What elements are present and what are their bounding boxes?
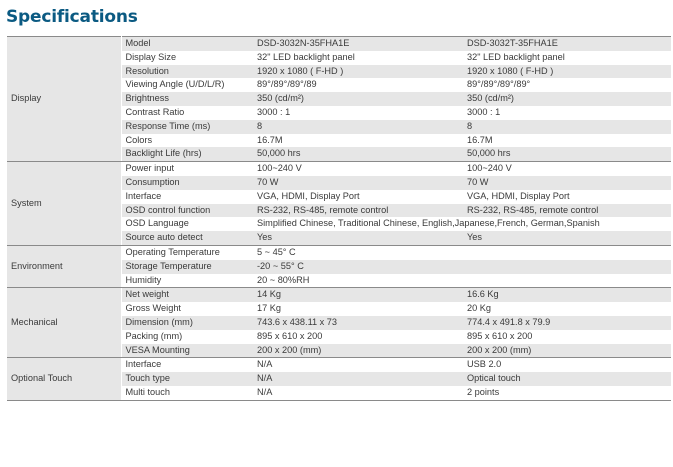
spec-value-model-n: 17 Kg <box>257 303 282 314</box>
spec-value-model-t: 895 x 610 x 200 <box>467 330 533 341</box>
spec-value-model-t: Optical touch <box>463 372 671 386</box>
spec-label: OSD Language <box>125 218 189 229</box>
spec-label: Packing (mm) <box>125 330 183 341</box>
spec-label: VESA Mounting <box>121 344 253 358</box>
spec-value-model-n: 32" LED backlight panel <box>257 51 355 62</box>
spec-label: Net weight <box>121 288 253 302</box>
spec-value-model-t: 100~240 V <box>463 162 671 176</box>
spec-value-model-n: 16.7M <box>257 134 283 145</box>
spec-value-model-n: 50,000 hrs <box>253 147 463 161</box>
spec-label: Resolution <box>121 65 253 79</box>
spec-value-shared: Simplified Chinese, Traditional Chinese, English,Japanese,French, German,Spanish <box>257 218 600 229</box>
spec-value-model-t: VGA, HDMI, Display Port <box>467 190 570 201</box>
spec-label: Response Time (ms) <box>121 120 253 134</box>
spec-value-model-t: Yes <box>463 231 671 245</box>
section-label: Mechanical <box>7 288 121 358</box>
page-title: Specifications <box>6 7 138 27</box>
spec-value-model-n: 70 W <box>253 176 463 190</box>
spec-label: Brightness <box>121 92 253 106</box>
spec-value-model-n: DSD-3032N-35FHA1E <box>253 37 463 51</box>
spec-value-model-n: 100~240 V <box>253 162 463 176</box>
spec-value-model-n: N/A <box>253 372 463 386</box>
spec-value-model-t: 200 x 200 (mm) <box>463 344 671 358</box>
specifications-table-body <box>7 37 671 401</box>
spec-label: Consumption <box>121 176 253 190</box>
spec-value-model-t: DSD-3032T-35FHA1E <box>463 37 671 51</box>
table-row <box>7 37 671 51</box>
table-row <box>7 245 671 259</box>
spec-value-model-n: 14 Kg <box>253 288 463 302</box>
spec-value-model-t: 3000 : 1 <box>467 106 501 117</box>
specifications-table <box>7 36 671 401</box>
spec-value-model-n: 743.6 x 438.11 x 73 <box>253 316 463 330</box>
spec-value-model-t: 1920 x 1080 ( F-HD ) <box>463 65 671 79</box>
spec-label: Interface <box>121 358 253 372</box>
section-label: Optional Touch <box>7 358 121 400</box>
spec-label: Touch type <box>121 372 253 386</box>
spec-value-model-n: Yes <box>253 231 463 245</box>
spec-value-model-t: 89°/89°/89°/89° <box>467 79 531 90</box>
section-label: Environment <box>7 245 121 287</box>
table-row <box>7 358 671 372</box>
spec-label: Display Size <box>125 51 177 62</box>
spec-label: Storage Temperature <box>121 260 253 274</box>
spec-value-model-t: 16.7M <box>467 134 493 145</box>
spec-value-model-n: 200 x 200 (mm) <box>253 344 463 358</box>
spec-value-shared: 20 ~ 80%RH <box>257 274 310 285</box>
spec-value-model-n: RS-232, RS-485, remote control <box>253 204 463 218</box>
spec-value-model-n: 350 (cd/m²) <box>253 92 463 106</box>
spec-label: Model <box>121 37 253 51</box>
spec-label: Operating Temperature <box>121 245 253 259</box>
spec-value-model-t: 32" LED backlight panel <box>467 51 565 62</box>
spec-label: Gross Weight <box>125 303 181 314</box>
spec-label: Colors <box>125 134 153 145</box>
spec-value-model-t: USB 2.0 <box>463 358 671 372</box>
spec-label: Multi touch <box>121 386 253 400</box>
spec-value-model-n: VGA, HDMI, Display Port <box>257 190 360 201</box>
spec-value-model-t: 2 points <box>463 386 671 400</box>
spec-value-shared: 5 ~ 45° C <box>253 245 671 259</box>
spec-value-model-t: 20 Kg <box>467 303 492 314</box>
spec-value-model-n: N/A <box>253 386 463 400</box>
spec-value-model-t: RS-232, RS-485, remote control <box>463 204 671 218</box>
spec-value-model-t: 774.4 x 491.8 x 79.9 <box>463 316 671 330</box>
spec-label: Contrast Ratio <box>125 106 185 117</box>
spec-value-model-n: 8 <box>253 120 463 134</box>
spec-value-model-n: 3000 : 1 <box>257 106 291 117</box>
spec-value-model-t: 8 <box>463 120 671 134</box>
spec-label: OSD control function <box>121 204 253 218</box>
spec-label: Interface <box>125 190 162 201</box>
spec-value-model-n: 89°/89°/89°/89 <box>257 79 317 90</box>
table-row <box>7 288 671 302</box>
table-row <box>7 162 671 176</box>
spec-value-model-t: 50,000 hrs <box>463 147 671 161</box>
spec-value-model-t: 350 (cd/m²) <box>463 92 671 106</box>
spec-label: Backlight Life (hrs) <box>121 147 253 161</box>
section-label: Display <box>7 37 121 162</box>
spec-value-model-n: N/A <box>253 358 463 372</box>
spec-value-model-n: 1920 x 1080 ( F-HD ) <box>253 65 463 79</box>
spec-value-model-t: 16.6 Kg <box>463 288 671 302</box>
spec-label: Power input <box>121 162 253 176</box>
spec-label: Source auto detect <box>121 231 253 245</box>
spec-label: Humidity <box>125 274 162 285</box>
spec-value-model-n: 895 x 610 x 200 <box>257 330 323 341</box>
spec-label: Viewing Angle (U/D/L/R) <box>125 79 225 90</box>
spec-label: Dimension (mm) <box>121 316 253 330</box>
spec-value-model-t: 70 W <box>463 176 671 190</box>
section-label: System <box>7 162 121 246</box>
spec-value-shared: -20 ~ 55° C <box>253 260 671 274</box>
